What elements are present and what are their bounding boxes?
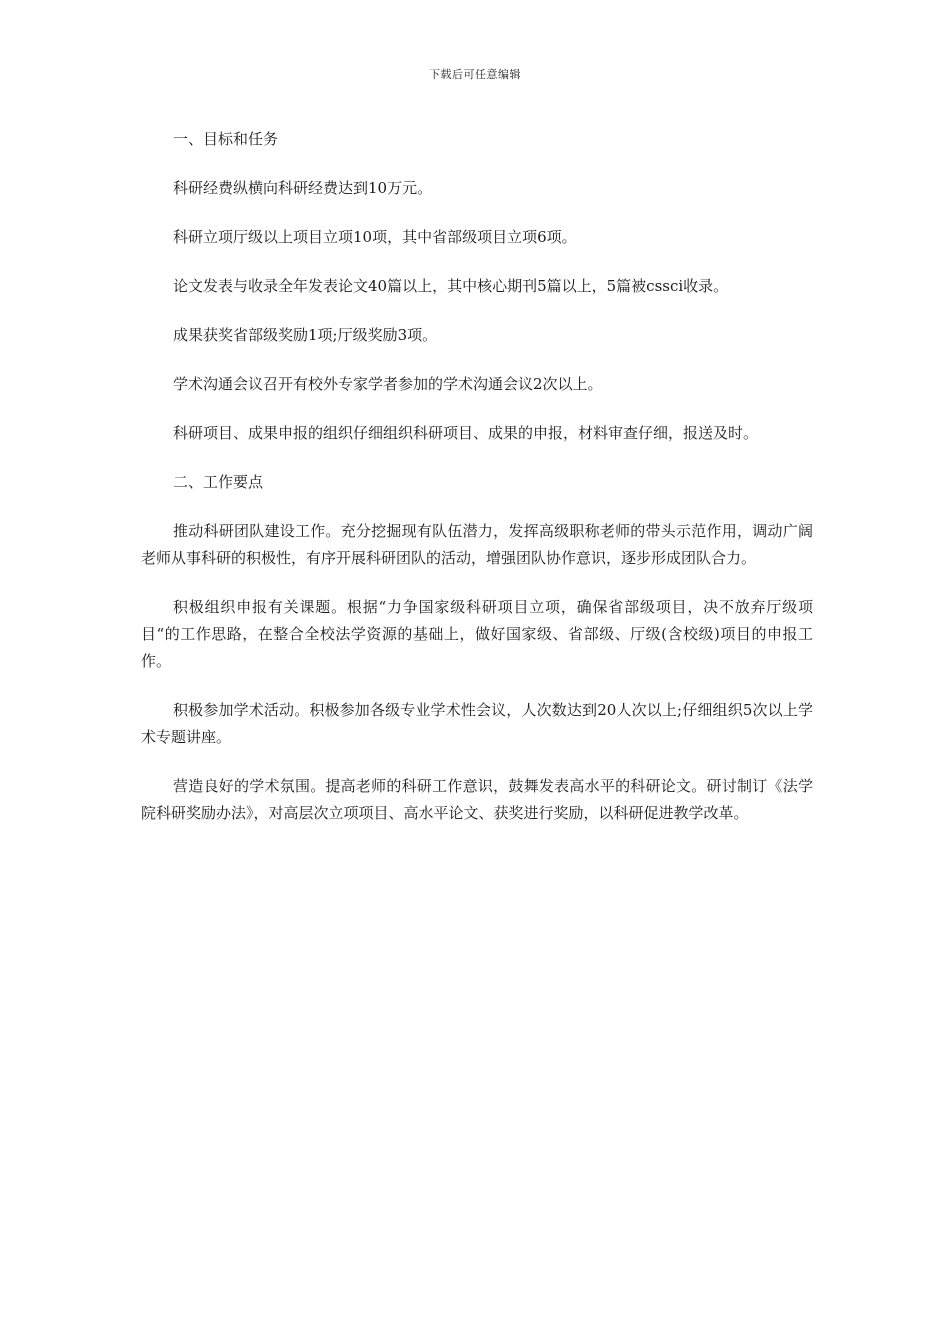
section-1-item-applications: 科研项目、成果申报的组织仔细组织科研项目、成果的申报，材料审查仔细，报送及时。 [173,424,759,442]
section-2-paragraph-atmosphere: 营造良好的学术氛围。提高老师的科研工作意识，鼓舞发表高水平的科研论文。研讨制订《法学院科研奖励办法》，对高层次立项项目、高水平论文、获奖进行奖励，以科研促进教学改革。 [141,777,813,822]
section-1-item-funding: 科研经费纵横向科研经费达到10万元。 [173,179,433,197]
section-2-paragraph-activities: 积极参加学术活动。积极参加各级专业学术性会议，人次数达到20人次以上;仔细组织5次以上学术专题讲座。 [141,701,813,746]
page-header-note: 下载后可任意编辑 [429,68,521,81]
section-1-item-awards: 成果获奖省部级奖励1项;厅级奖励3项。 [173,326,438,344]
document-body [141,126,813,849]
section-1-title: 一、目标和任务 [173,130,279,148]
section-1-item-conferences: 学术沟通会议召开有校外专家学者参加的学术沟通会议2次以上。 [173,375,603,393]
section-1-item-projects: 科研立项厅级以上项目立项10项，其中省部级项目立项6项。 [173,228,577,246]
section-2-paragraph-teams: 推动科研团队建设工作。充分挖掘现有队伍潜力，发挥高级职称老师的带头示范作用，调动广阔老师从事科研的积极性，有序开展科研团队的活动，增强团队协作意识，逐步形成团队合力。 [141,522,813,567]
section-2-title: 二、工作要点 [173,473,264,491]
section-2-paragraph-topics: 积极组织申报有关课题。根据“力争国家级科研项目立项，确保省部级项目，决不放弃厅级项目“的工作思路，在整合全校法学资源的基础上，做好国家级、省部级、厅级(含校级)项目的申报工作。 [141,598,813,670]
section-1-item-papers: 论文发表与收录全年发表论文40篇以上，其中核心期刊5篇以上，5篇被cssci收录。 [173,277,729,295]
